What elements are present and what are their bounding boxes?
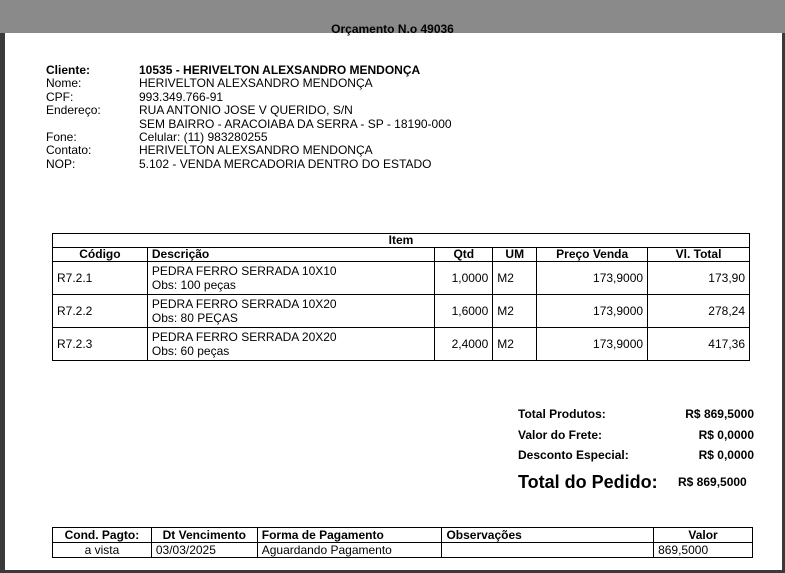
cpf-label: CPF: xyxy=(46,89,74,104)
cell-forma-pagamento: Aguardando Pagamento xyxy=(257,543,442,558)
cell-descricao xyxy=(147,262,434,295)
descricao-text: PEDRA FERRO SERRADA 20X20 xyxy=(151,330,337,344)
desconto-row xyxy=(518,445,754,466)
header-total: Vl. Total xyxy=(648,248,750,262)
cell-qtd: 1,0000 xyxy=(435,262,493,295)
header-descricao: Descrição xyxy=(147,248,434,262)
address-label: Endereço: xyxy=(46,103,101,118)
cell-codigo: R7.2.2 xyxy=(53,295,148,328)
table-row xyxy=(53,295,750,328)
address-value-2: SEM BAIRRO - ARACOIABA DA SERRA - SP - 18190-000 xyxy=(139,116,452,131)
header-dt-vencimento: Dt Vencimento xyxy=(151,528,257,543)
cell-observacoes xyxy=(442,543,654,558)
descricao-text: PEDRA FERRO SERRADA 10X10 xyxy=(151,264,337,278)
obs-text: Obs: 60 peças xyxy=(151,344,230,358)
phone-value: Celular: (11) 983280255 xyxy=(139,129,268,144)
nop-value: 5.102 - VENDA MERCADORIA DENTRO DO ESTADO xyxy=(139,156,432,171)
cell-preco: 173,9000 xyxy=(537,328,648,361)
cell-um: M2 xyxy=(493,262,537,295)
contact-value: HERIVELTON ALEXSANDRO MENDONÇA xyxy=(139,143,373,158)
client-label: Cliente: xyxy=(46,63,91,77)
cpf-value: 993.349.766-91 xyxy=(139,89,224,104)
contact-label: Contato: xyxy=(46,143,92,158)
address-value: RUA ANTONIO JOSE V QUERIDO, S/N xyxy=(139,103,353,118)
totals-block xyxy=(518,404,754,466)
frete-label: Valor do Frete: xyxy=(518,427,603,442)
desconto-label: Desconto Especial: xyxy=(518,448,629,462)
header-valor: Valor xyxy=(654,528,753,543)
client-value: 10535 - HERIVELTON ALEXSANDRO MENDONÇA xyxy=(139,63,421,77)
total-produtos-value: R$ 869,5000 xyxy=(685,407,754,421)
name-value: HERIVELTON ALEXSANDRO MENDONÇA xyxy=(139,76,373,91)
header-qtd: Qtd xyxy=(435,248,493,262)
phone-label: Fone: xyxy=(46,129,77,144)
header-cond-pagto: Cond. Pagto: xyxy=(53,528,152,543)
cell-valor: 869,5000 xyxy=(654,543,753,558)
total-pedido-label: Total do Pedido: xyxy=(518,472,658,492)
frete-value: R$ 0,0000 xyxy=(698,427,754,442)
document-title: Orçamento N.o 49036 xyxy=(331,22,454,36)
header-preco: Preço Venda xyxy=(537,248,648,262)
obs-text: Obs: 80 PEÇAS xyxy=(151,311,238,325)
nop-label: NOP: xyxy=(46,156,76,171)
payment-table xyxy=(52,527,753,558)
cell-qtd: 1,6000 xyxy=(435,295,493,328)
cell-descricao xyxy=(147,328,434,361)
cell-preco: 173,9000 xyxy=(537,295,648,328)
header-observacoes: Observações xyxy=(442,528,654,543)
total-produtos-row xyxy=(518,404,754,425)
payment-header-row xyxy=(53,528,753,543)
header-um: UM xyxy=(493,248,537,262)
cell-preco: 173,9000 xyxy=(537,262,648,295)
table-row xyxy=(53,328,750,361)
cell-total: 278,24 xyxy=(648,295,750,328)
total-produtos-label: Total Produtos: xyxy=(518,407,606,421)
header-codigo: Código xyxy=(53,248,148,262)
obs-text: Obs: 100 peças xyxy=(151,278,236,292)
cell-qtd: 2,4000 xyxy=(435,328,493,361)
payment-row xyxy=(53,543,753,558)
cell-um: M2 xyxy=(493,328,537,361)
items-header-row xyxy=(53,248,750,262)
desconto-value: R$ 0,0000 xyxy=(698,448,754,462)
items-section-title: Item xyxy=(53,234,750,248)
items-table xyxy=(52,233,750,361)
frete-row xyxy=(518,425,754,446)
cell-um: M2 xyxy=(493,295,537,328)
cell-dt-vencimento: 03/03/2025 xyxy=(151,543,257,558)
cell-codigo: R7.2.1 xyxy=(53,262,148,295)
header-forma-pagamento: Forma de Pagamento xyxy=(257,528,442,543)
name-label: Nome: xyxy=(46,76,82,91)
descricao-text: PEDRA FERRO SERRADA 10X20 xyxy=(151,297,337,311)
cell-descricao xyxy=(147,295,434,328)
table-row xyxy=(53,262,750,295)
cell-total: 417,36 xyxy=(648,328,750,361)
cell-total: 173,90 xyxy=(648,262,750,295)
cell-codigo: R7.2.3 xyxy=(53,328,148,361)
total-pedido-value: R$ 869,5000 xyxy=(678,475,747,489)
cell-cond-pagto: a vista xyxy=(53,543,152,558)
viewer-left-edge xyxy=(0,33,5,573)
